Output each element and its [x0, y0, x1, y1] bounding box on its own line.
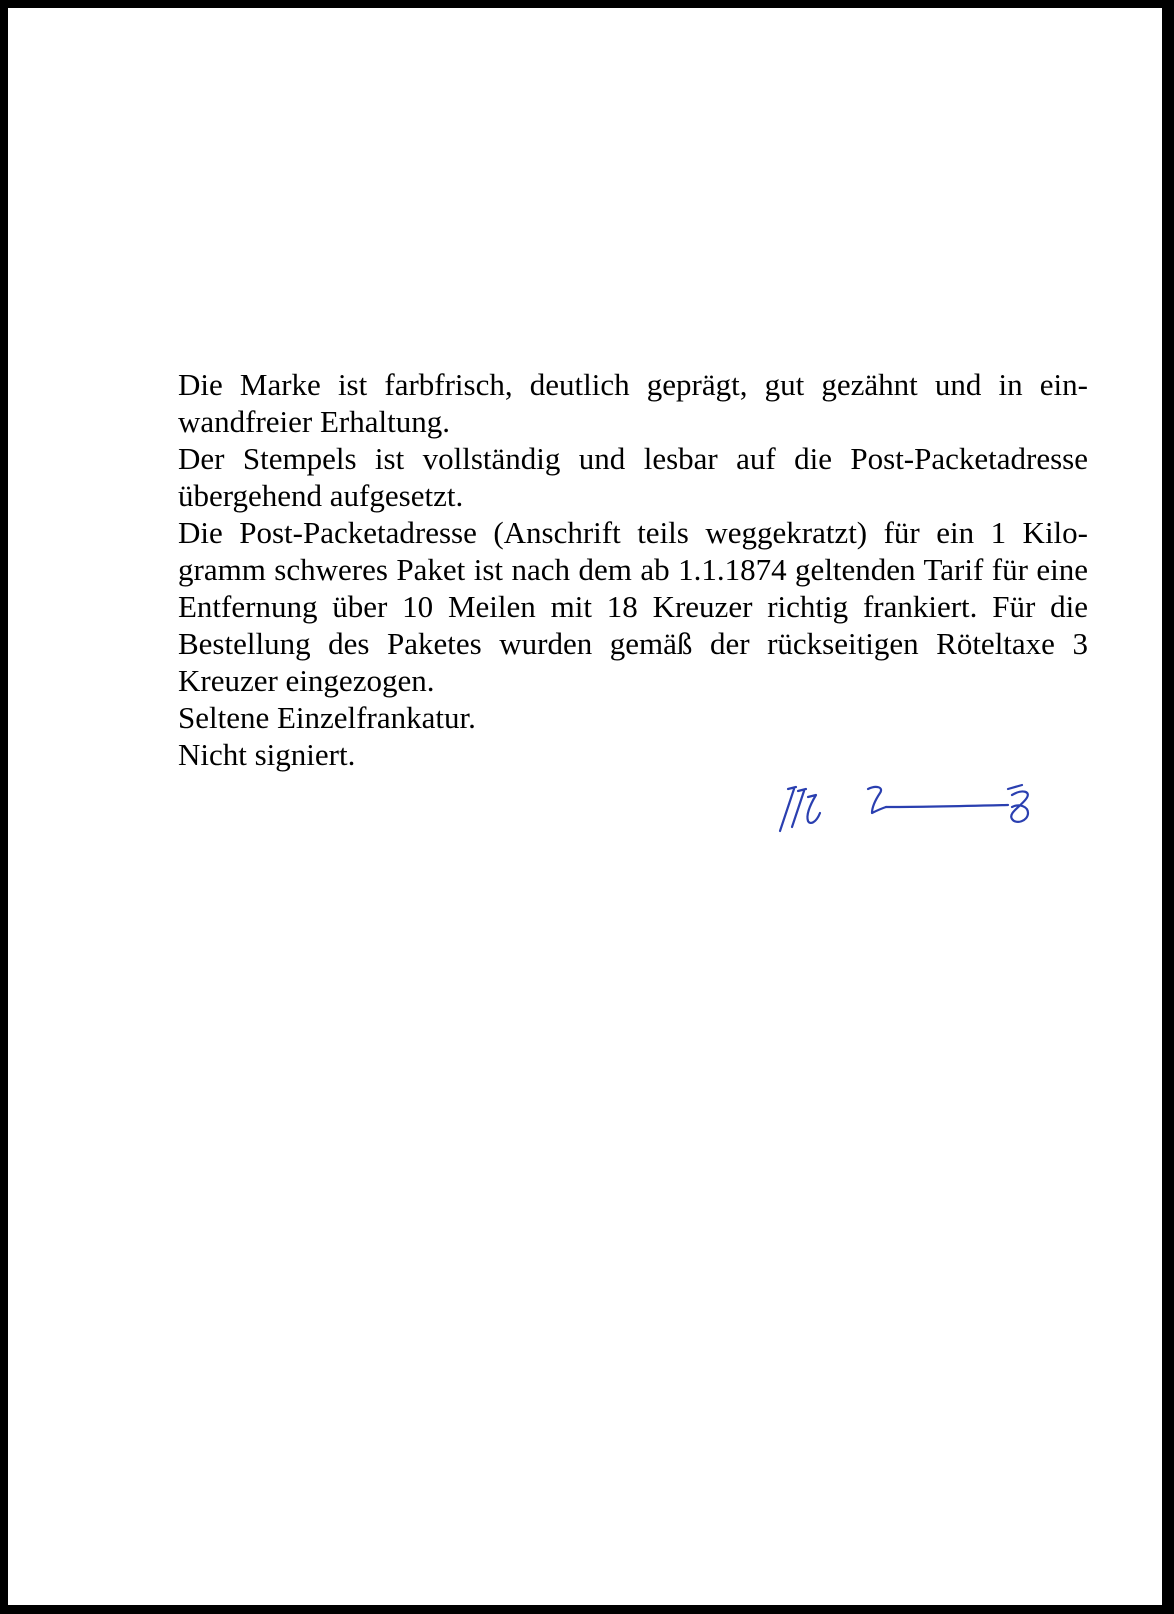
paragraph-postmark: Der Stempels ist vollständig und lesbar auf die Post-Packetadresse übergehend aufgesetzt.: [178, 441, 1088, 513]
paragraph-condition: Die Marke ist farbfrisch, deutlich geprägt, gut gezähnt und in ein-wandfreier Erhaltung.: [178, 367, 1088, 439]
handwritten-signature: [776, 783, 1056, 843]
document-body: [178, 366, 1088, 773]
paragraph-franking: Die Post-Packetadresse (Anschrift teils weggekratzt) für ein 1 Kilo-gramm schweres Paket ist nach dem ab 1.1.1874 geltenden Tarif für eine Entfernung über 10 Meilen mit 18 Kreuzer richtig frankiert. Für die Bestellung des Paketes wurden gemäß der rückseitigen Röteltaxe 3 Kreuzer eingezogen.: [178, 515, 1088, 698]
paragraph-rarity: Seltene Einzelfrankatur.: [178, 700, 476, 735]
signature-icon: [776, 783, 1056, 843]
paragraph-signed-status: Nicht signiert.: [178, 737, 356, 772]
